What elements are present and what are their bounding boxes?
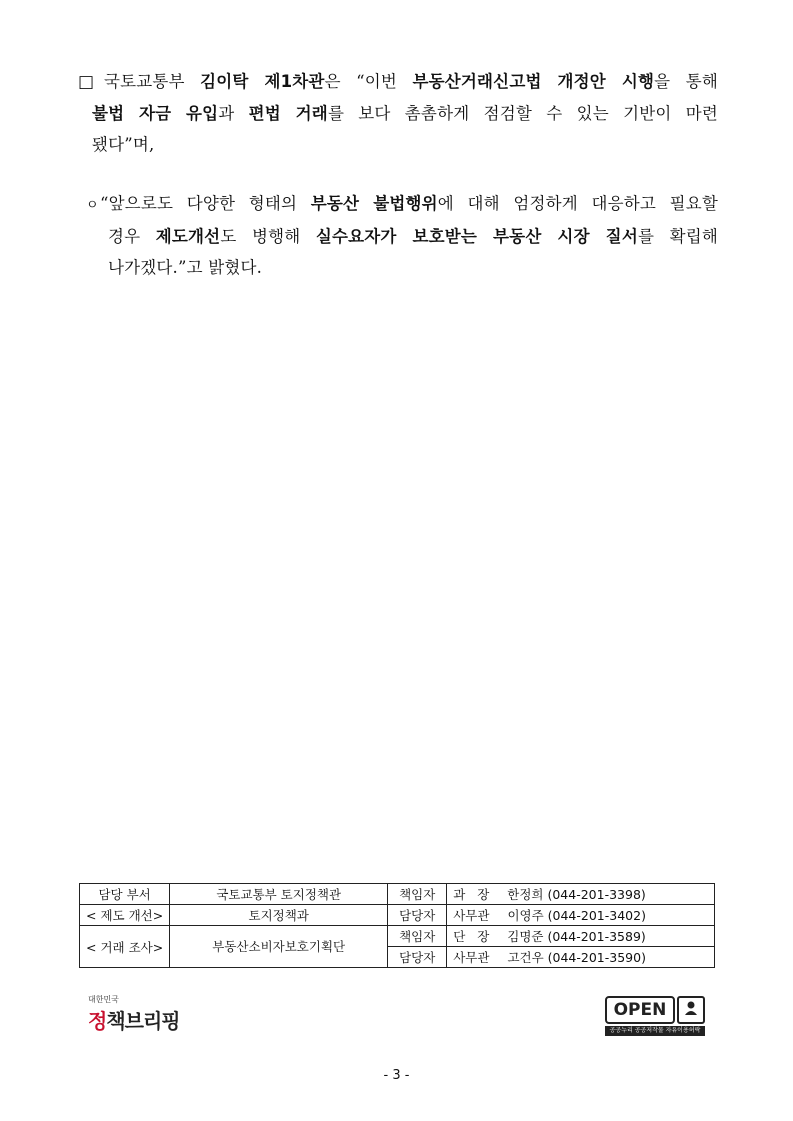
role-cell: 담당자: [388, 947, 447, 968]
circle-bullet-icon: ㅇ: [86, 198, 99, 213]
paragraph-chancellor-quote: [78, 66, 718, 160]
attribution-icon: [677, 996, 705, 1024]
table-row: [80, 884, 715, 905]
contact-cell: 사무관 이영주 (044-201-3402): [447, 905, 715, 926]
square-bullet-icon: □: [78, 72, 95, 92]
contact-cell: 사무관 고건우 (044-201-3590): [447, 947, 715, 968]
contact-table: [79, 883, 715, 968]
paragraph-line: ㅇ“앞으로도 다양한 형태의 부동산 불법행위에 대해 엄정하게 대응하고 필요할: [86, 188, 718, 221]
role-cell: 책임자: [388, 926, 447, 947]
dept-cell: < 거래 조사>: [80, 926, 170, 968]
paragraph-line: □ 국토교통부 김이탁 제1차관은 “이번 부동산거래신고법 개정안 시행을 통해: [78, 66, 718, 98]
dept-cell: 담당 부서: [80, 884, 170, 905]
contact-cell: 과 장 한정희 (044-201-3398): [447, 884, 715, 905]
page-number: - 3 -: [383, 1068, 410, 1083]
role-cell: 책임자: [388, 884, 447, 905]
contact-cell: 단 장 김명준 (044-201-3589): [447, 926, 715, 947]
office-cell: 토지정책과: [170, 905, 388, 926]
table-row: [80, 926, 715, 947]
dept-cell: < 제도 개선>: [80, 905, 170, 926]
table-row: [80, 905, 715, 926]
policy-briefing-logo: 대한민국 정책브리핑: [88, 995, 180, 1033]
role-cell: 담당자: [388, 905, 447, 926]
office-cell: 국토교통부 토지정책관: [170, 884, 388, 905]
paragraph-line: 됐다”며,: [92, 135, 155, 154]
paragraph-line: 불법 자금 유입과 편법 거래를 보다 촘촘하게 점검할 수 있는 기반이 마련: [92, 104, 718, 123]
paragraph-future-plan: [86, 188, 718, 283]
paragraph-line: 경우 제도개선도 병행해 실수요자가 보호받는 부동산 시장 질서를 확립해: [108, 227, 718, 246]
office-cell: 부동산소비자보호기획단: [170, 926, 388, 968]
open-license-logo: OPEN 공공누리 공공저작물 자유이용허락: [605, 996, 705, 1036]
paragraph-line: 나가겠다.”고 밝혔다.: [108, 258, 263, 277]
